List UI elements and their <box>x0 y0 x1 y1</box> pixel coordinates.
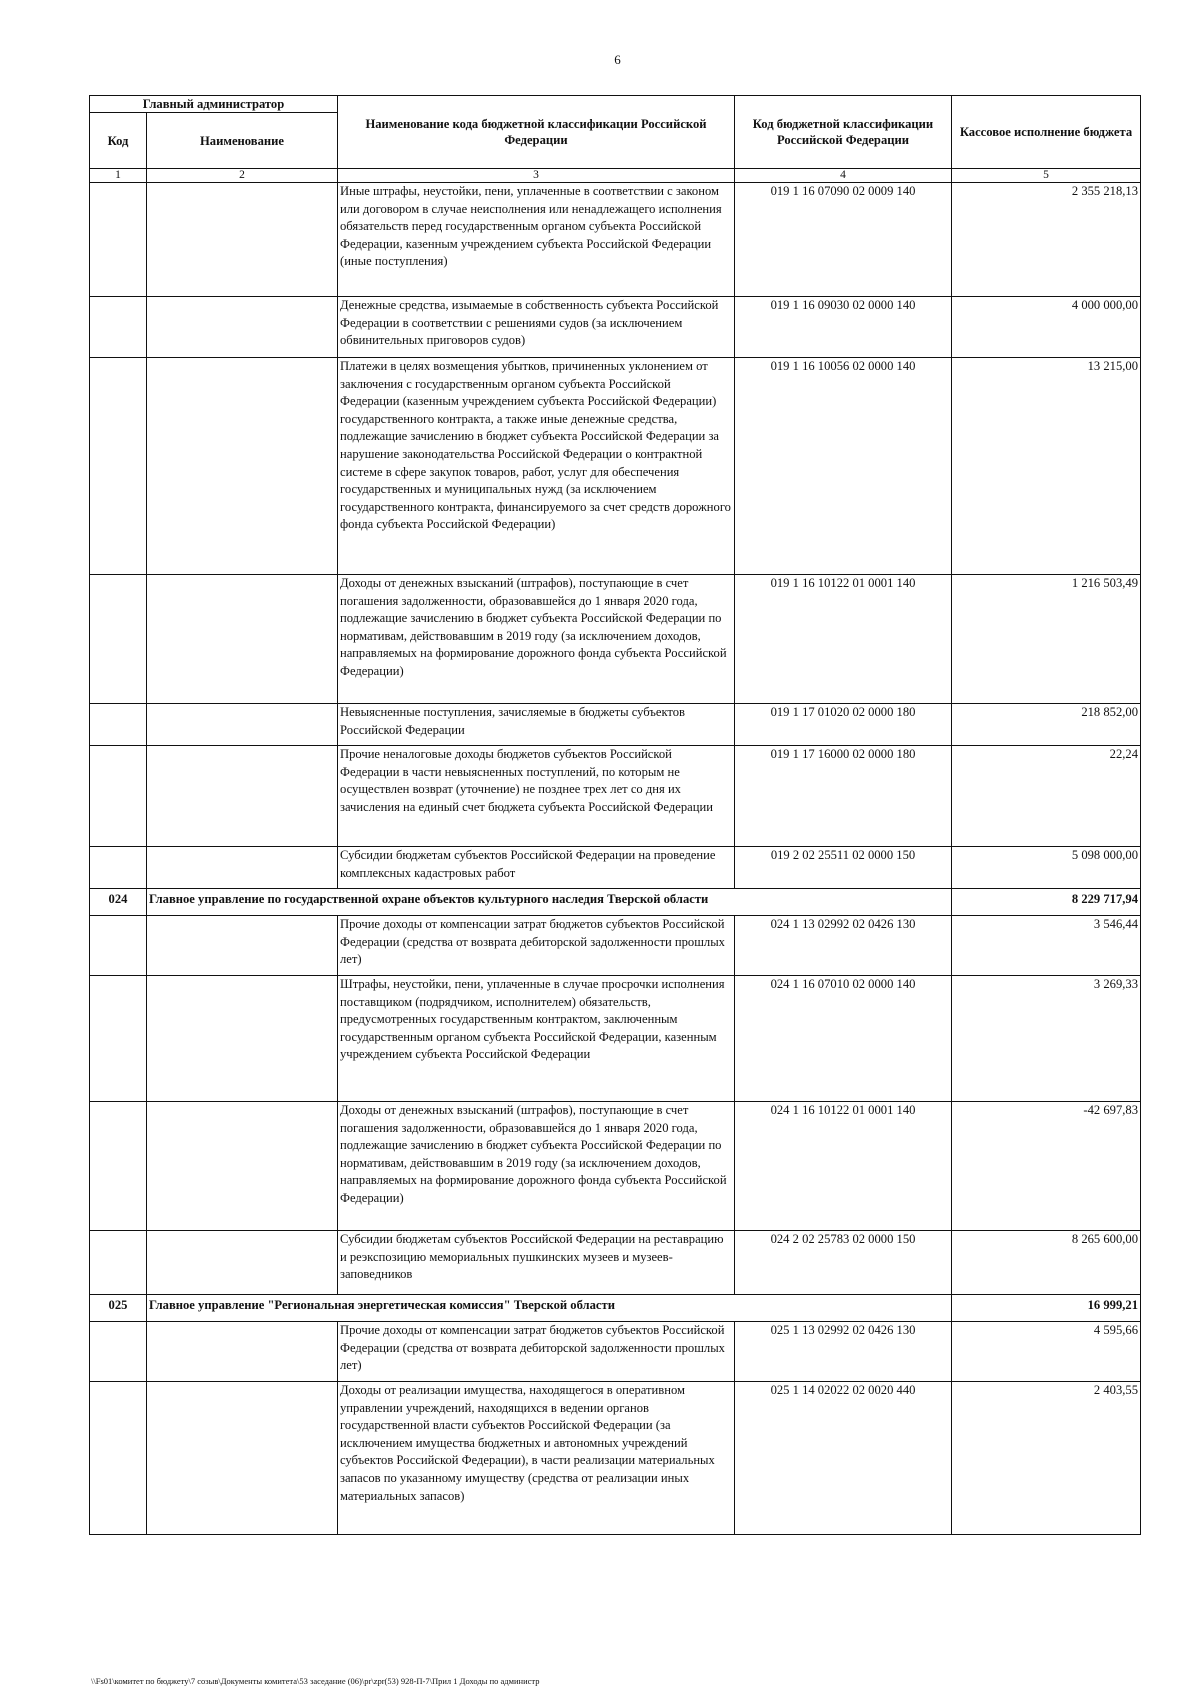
kbk-name: Доходы от денежных взысканий (штрафов), поступающие в счет погашения задолженности, образовавшейся до 1 января 2020 года, подлежащие зачислению в бюджет субъекта Российской Федерации по нормативам, действовавшим в 2019 году (за исключением доходов, направляемых на формирование дорожного фонда субъекта Российской Федерации) <box>338 1102 735 1231</box>
kbk-name: Субсидии бюджетам субъектов Российской Федерации на реставрацию и реэкспозицию мемориальных пушкинских музеев и музеев-заповедников <box>338 1231 735 1295</box>
table-row <box>90 746 1141 847</box>
header-kbk-name: Наименование кода бюджетной классификации Российской Федерации <box>338 96 735 169</box>
kbk-code: 019 1 17 16000 02 0000 180 <box>735 746 952 847</box>
amount: 3 269,33 <box>952 976 1141 1102</box>
admin-code: 024 <box>90 889 147 916</box>
kbk-code: 019 2 02 25511 02 0000 150 <box>735 847 952 889</box>
kbk-code: 019 1 17 01020 02 0000 180 <box>735 704 952 746</box>
admin-total: 8 229 717,94 <box>952 889 1141 916</box>
header-execution: Кассовое исполнение бюджета <box>952 96 1141 169</box>
kbk-name: Невыясненные поступления, зачисляемые в бюджеты субъектов Российской Федерации <box>338 704 735 746</box>
amount: 4 595,66 <box>952 1322 1141 1382</box>
kbk-name: Доходы от реализации имущества, находящегося в оперативном управлении учреждений, находящихся в ведении органов государственной власти субъектов Российской Федерации (за исключением имущества бюджетных и автономных учреждений субъектов Российской Федерации), в части реализации материальных запасов по указанному имуществу (средства от реализации иных материальных запасов) <box>338 1382 735 1535</box>
table-row <box>90 1102 1141 1231</box>
kbk-name: Доходы от денежных взысканий (штрафов), поступающие в счет погашения задолженности, образовавшейся до 1 января 2020 года, подлежащие зачислению в бюджет субъекта Российской Федерации по нормативам, действовавшим в 2019 году (за исключением доходов, направляемых на формирование дорожного фонда субъекта Российской Федерации) <box>338 575 735 704</box>
amount: 13 215,00 <box>952 358 1141 575</box>
column-numbers-row <box>90 169 1141 183</box>
column-number: 2 <box>147 169 338 183</box>
header-code: Код <box>90 113 147 169</box>
table-row <box>90 1382 1141 1535</box>
kbk-name: Штрафы, неустойки, пени, уплаченные в случае просрочки исполнения поставщиком (подрядчиком, исполнителем) обязательств, предусмотренных государственным контрактом, заключенным государственным органом субъекта Российской Федерации, казенным учреждением субъекта Российской Федерации <box>338 976 735 1102</box>
table-row <box>90 1231 1141 1295</box>
page-number: 6 <box>614 52 621 67</box>
column-number: 1 <box>90 169 147 183</box>
kbk-code: 019 1 16 10056 02 0000 140 <box>735 358 952 575</box>
table-row <box>90 847 1141 889</box>
table-row <box>90 575 1141 704</box>
header-kbk-code: Код бюджетной классификации Российской Федерации <box>735 96 952 169</box>
kbk-name: Субсидии бюджетам субъектов Российской Федерации на проведение комплексных кадастровых работ <box>338 847 735 889</box>
admin-name: Главное управление "Региональная энергетическая комиссия" Тверской области <box>147 1295 952 1322</box>
amount: 22,24 <box>952 746 1141 847</box>
budget-execution-table <box>89 95 1141 1535</box>
table-row <box>90 976 1141 1102</box>
kbk-code: 024 1 16 10122 01 0001 140 <box>735 1102 952 1231</box>
admin-name: Главное управление по государственной охране объектов культурного наследия Тверской области <box>147 889 952 916</box>
kbk-name: Платежи в целях возмещения убытков, причиненных уклонением от заключения с государственным органом субъекта Российской Федерации (казенным учреждением субъекта Российской Федерации) государственного контракта, а также иные денежные средства, подлежащие зачислению в бюджет субъекта Российской Федерации за нарушение законодательства Российской Федерации о контрактной системе в сфере закупок товаров, работ, услуг для обеспечения государственных и муниципальных нужд (за исключением государственного контракта, финансируемого за счет средств дорожного фонда субъекта Российской Федерации) <box>338 358 735 575</box>
admin-code: 025 <box>90 1295 147 1322</box>
amount: 5 098 000,00 <box>952 847 1141 889</box>
footer-file-path: \\Fs01\комитет по бюджету\7 созыв\Документы комитета\53 заседание (06)\pr\zpr(53) 928-П-7\Прил 1 Доходы по администр <box>91 1676 540 1686</box>
table-row <box>90 916 1141 976</box>
kbk-name: Прочие неналоговые доходы бюджетов субъектов Российской Федерации в части невыясненных поступлений, по которым не осуществлен возврат (уточнение) не позднее трех лет со дня их зачисления на единый счет бюджета субъекта Российской Федерации <box>338 746 735 847</box>
admin-row <box>90 889 1141 916</box>
kbk-code: 024 1 16 07010 02 0000 140 <box>735 976 952 1102</box>
table-row <box>90 183 1141 297</box>
kbk-name: Прочие доходы от компенсации затрат бюджетов субъектов Российской Федерации (средства от возврата дебиторской задолженности прошлых лет) <box>338 916 735 976</box>
amount: 218 852,00 <box>952 704 1141 746</box>
kbk-code: 024 1 13 02992 02 0426 130 <box>735 916 952 976</box>
kbk-code: 019 1 16 07090 02 0009 140 <box>735 183 952 297</box>
amount: 4 000 000,00 <box>952 297 1141 358</box>
header-admin-group: Главный администратор <box>90 96 338 113</box>
kbk-name: Прочие доходы от компенсации затрат бюджетов субъектов Российской Федерации (средства от возврата дебиторской задолженности прошлых лет) <box>338 1322 735 1382</box>
amount: -42 697,83 <box>952 1102 1141 1231</box>
amount: 2 355 218,13 <box>952 183 1141 297</box>
admin-total: 16 999,21 <box>952 1295 1141 1322</box>
kbk-code: 019 1 16 10122 01 0001 140 <box>735 575 952 704</box>
table-row <box>90 297 1141 358</box>
amount: 8 265 600,00 <box>952 1231 1141 1295</box>
kbk-name: Иные штрафы, неустойки, пени, уплаченные в соответствии с законом или договором в случае неисполнения или ненадлежащего исполнения обязательств перед государственным органом субъекта Российской Федерации, казенным учреждением субъекта Российской Федерации (иные поступления) <box>338 183 735 297</box>
table-row <box>90 1322 1141 1382</box>
kbk-code: 025 1 13 02992 02 0426 130 <box>735 1322 952 1382</box>
column-number: 3 <box>338 169 735 183</box>
kbk-code: 025 1 14 02022 02 0020 440 <box>735 1382 952 1535</box>
table-row <box>90 704 1141 746</box>
amount: 3 546,44 <box>952 916 1141 976</box>
kbk-code: 024 2 02 25783 02 0000 150 <box>735 1231 952 1295</box>
column-number: 4 <box>735 169 952 183</box>
table-row <box>90 358 1141 575</box>
column-number: 5 <box>952 169 1141 183</box>
header-name: Наименование <box>147 113 338 169</box>
amount: 2 403,55 <box>952 1382 1141 1535</box>
kbk-name: Денежные средства, изымаемые в собственность субъекта Российской Федерации в соответствии с решениями судов (за исключением обвинительных приговоров судов) <box>338 297 735 358</box>
kbk-code: 019 1 16 09030 02 0000 140 <box>735 297 952 358</box>
amount: 1 216 503,49 <box>952 575 1141 704</box>
admin-row <box>90 1295 1141 1322</box>
